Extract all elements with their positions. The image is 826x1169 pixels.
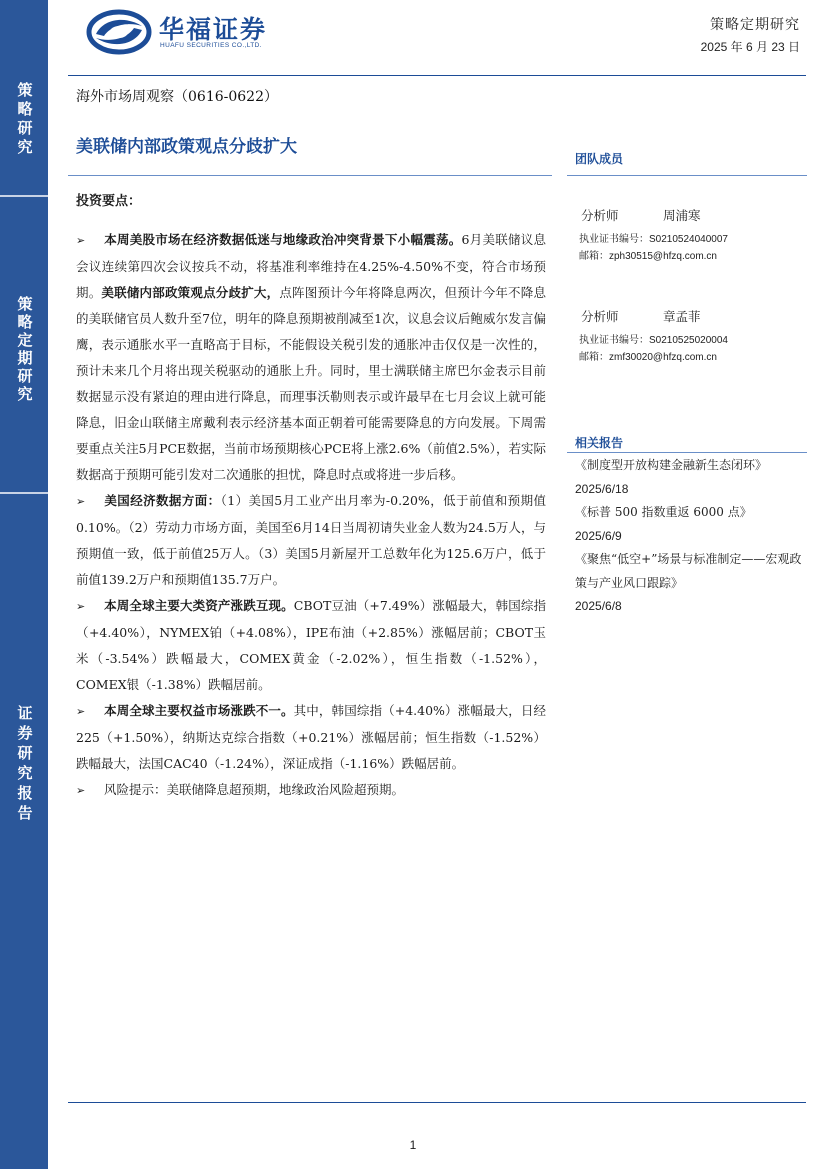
analyst-email-link[interactable]: zph30515@hfzq.com.cn	[609, 251, 717, 262]
title-rule	[68, 175, 552, 176]
bullet-arrow-icon: ➢	[76, 495, 86, 508]
report-type: 策略定期研究	[710, 17, 800, 33]
bullet-arrow-icon: ➢	[76, 234, 86, 247]
sidebar-label-securities-report	[0, 700, 48, 830]
analyst-name: 周浦寒	[663, 208, 701, 223]
sidebar-label-strategy-research	[0, 60, 48, 180]
related-reports-list	[575, 454, 805, 619]
investment-points-heading: 投资要点：	[76, 194, 142, 209]
page-title: 美联储内部政策观点分歧扩大	[76, 137, 297, 157]
company-name-en: HUAFU SECURITIES CO.,LTD.	[160, 42, 262, 49]
sidebar-divider	[0, 195, 48, 197]
logo-emblem-icon	[86, 8, 152, 56]
related-report-date: 2025/6/8	[575, 599, 622, 613]
key-point-lead-secondary: 美联储内部政策观点分歧扩大，	[101, 285, 280, 300]
key-point-body: 其中，韩国综指（+4.40%）涨幅最大，日经225（+1.50%），纳斯达克综合指数（+0.21%）涨幅居前；恒生指数（-1.52%）跌幅最大，法国CAC40（-1.24%），深证成指（-1.16%）跌幅居前。	[76, 703, 546, 771]
sidebar-label-periodic-research	[0, 280, 48, 420]
key-point-lead: 本周美股市场在经济数据低迷与地缘政治冲突背景下小幅震荡。	[104, 232, 462, 247]
risk-warning-text: 风险提示：美联储降息超预期，地缘政治风险超预期。	[104, 782, 405, 797]
analyst-card	[575, 307, 805, 363]
key-point-body: 6月美联储议息会议连续第四次会议按兵不动，将基准利率维持在4.25%-4.50%不变，符合市场预期。	[76, 232, 546, 300]
team-rule	[567, 175, 807, 176]
cert-label: 执业证书编号：	[579, 234, 649, 245]
sidebar-middle-text: 策略定期研究	[15, 296, 34, 404]
footer-rule	[68, 1102, 806, 1103]
analyst-role: 分析师	[581, 309, 619, 324]
analyst-card	[575, 206, 805, 262]
key-point-lead: 本周全球主要权益市场涨跌不一。	[104, 703, 294, 718]
bullet-arrow-icon: ➢	[76, 784, 86, 797]
key-point-paragraph	[76, 593, 546, 698]
related-report-date: 2025/6/18	[575, 481, 629, 496]
key-point-lead: 本周全球主要大类资产涨跌互现。	[104, 598, 294, 613]
cert-number: S0210525020004	[649, 335, 728, 346]
bullet-arrow-icon: ➢	[76, 600, 86, 613]
key-point-paragraph	[76, 488, 546, 593]
email-label: 邮箱：	[579, 352, 609, 363]
report-date: 2025 年 6 月 23 日	[700, 40, 800, 54]
team-heading: 团队成员	[575, 152, 624, 166]
report-subtitle: 海外市场周观察（0616-0622）	[76, 89, 278, 105]
sidebar	[0, 0, 48, 1169]
key-point-paragraph	[76, 698, 546, 777]
header-rule	[68, 75, 806, 76]
risk-warning	[76, 777, 546, 804]
related-reports-heading: 相关报告	[575, 436, 624, 450]
company-name-cn: 华福证券	[159, 15, 268, 44]
related-report-title-link[interactable]: 《标普 500 指数重返 6000 点》	[575, 505, 752, 519]
key-point-lead: 美国经济数据方面：	[104, 493, 221, 508]
sidebar-top-text: 策略研究	[15, 82, 34, 158]
key-point-body-secondary: 点阵图预计今年将降息两次，但预计今年不降息的美联储官员人数升至7位，明年的降息预期被削减至1次，议息会议后鲍威尔发言偏鹰，表示通胀水平一直略高于目标，不能假设关税引发的通胀冲击仅仅是一次性的，预计未来几个月将出现关税驱动的通胀上升。同时，里士满联储主席巴尔金表示目前数据显示没有紧迫的理由进行降息，而理事沃勒则表示或许最早在七月会议上就可能降息，旧金山联储主席戴利表示经济基本面正朝着可能需要降息的方向发展。下周需要重点关注5月PCE数据，当前市场预期核心PCE将上涨2.6%（前值2.5%），若实际数据高于预期可能引发对二次通胀的担忧，降息时点或将进一步后移。	[76, 285, 546, 482]
cert-label: 执业证书编号：	[579, 335, 649, 346]
related-report-date: 2025/6/9	[575, 528, 622, 543]
key-point-paragraph	[76, 227, 546, 488]
related-report-title-link[interactable]: 《制度型开放构建金融新生态闭环》	[575, 458, 768, 472]
investment-points	[76, 190, 546, 804]
analyst-name: 章孟菲	[663, 309, 701, 324]
related-report-title-link[interactable]: 《聚焦“低空+”场景与标准制定——宏观政策与产业风口跟踪》	[575, 552, 802, 590]
cert-number: S0210524040007	[649, 234, 728, 245]
bullet-arrow-icon: ➢	[76, 705, 86, 718]
email-label: 邮箱：	[579, 251, 609, 262]
page-number: 1	[409, 1138, 417, 1152]
sidebar-divider	[0, 492, 48, 494]
analyst-role: 分析师	[581, 208, 619, 223]
analyst-email-link[interactable]: zmf30020@hfzq.com.cn	[609, 352, 717, 363]
related-rule	[567, 452, 807, 453]
key-point-body: CBOT豆油（+7.49%）涨幅最大，韩国综指（+4.40%），NYMEX铂（+4.08%），IPE布油（+2.85%）涨幅居前；CBOT玉米（-3.54%）跌幅最大，COMEX黄金（-2.02%），恒生指数（-1.52%），COMEX银（-1.38%）跌幅居前。	[76, 598, 546, 692]
key-point-body: （1）美国5月工业产出月率为-0.20%，低于前值和预期值0.10%。（2）劳动力市场方面，美国至6月14日当周初请失业金人数为24.5万人，与预期值一致，低于前值25万人。（3）美国5月新屋开工总数年化为125.6万户，低于前值139.2万户和预期值135.7万户。	[76, 493, 546, 587]
sidebar-bottom-text: 证券研究报告	[15, 705, 34, 825]
